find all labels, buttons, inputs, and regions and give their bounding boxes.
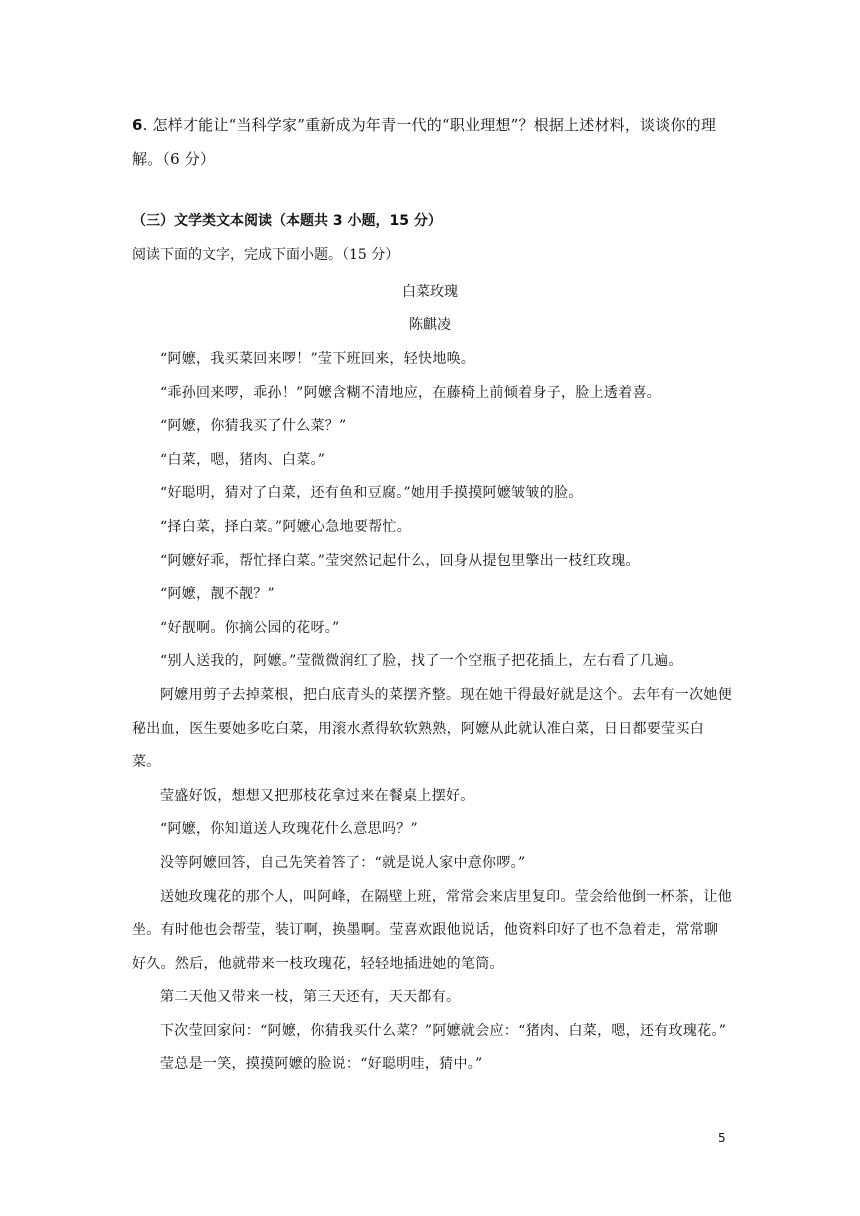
story-paragraph: “别人送我的，阿嬷。”莹微微润红了脸，找了一个空瓶子把花插上，左右看了几遍。 bbox=[160, 653, 683, 670]
story-paragraph: “阿嬷，靓不靓？” bbox=[160, 586, 276, 603]
question-text: . 怎样才能让“当科学家”重新成为年青一代的“职业理想”？根据上述材料，谈谈你的理解。（6 分） bbox=[132, 116, 717, 168]
story-paragraph: “好聪明，猜对了白菜，还有鱼和豆腐。”她用手摸摸阿嬷皱皱的脸。 bbox=[160, 485, 583, 502]
story-paragraph: 莹总是一笑，摸摸阿嬷的脸说：“好聪明哇，猜中。” bbox=[160, 1056, 483, 1073]
story-paragraph: “阿嬷，你猜我买了什么菜？” bbox=[160, 418, 347, 435]
story-author: 陈麒凌 bbox=[409, 317, 451, 333]
story-paragraph: “择白菜，择白菜。”阿嬷心急地要帮忙。 bbox=[160, 518, 412, 535]
story-paragraph: “阿嬷，我买菜回来啰！”莹下班回来，轻快地唤。 bbox=[160, 351, 476, 367]
story-paragraph: “乖孙回来啰，乖孙！”阿嬷含糊不清地应，在藤椅上前倾着身子，脸上透着喜。 bbox=[160, 384, 662, 401]
story-paragraph: “好靓啊。你摘公园的花呀。” bbox=[160, 619, 340, 636]
story-paragraph: 送她玫瑰花的那个人，叫阿峰，在隔壁上班，常常会来店里复印。莹会给他倒一杯茶，让他坐。有时他也会帮莹，装订啊，换墨啊。莹喜欢跟他说话，他资料印好了也不急着走，常常聊好久。然后，他就带来一枝玫瑰花，轻轻地插进她的笔筒。 bbox=[132, 888, 732, 972]
story-paragraph: 下次莹回家问：“阿嬷，你猜我买什么菜？”阿嬷就会应：“猪肉、白菜，嗯，还有玫瑰花。” bbox=[160, 1022, 727, 1039]
story-paragraph: 莹盛好饭，想想又把那枝花拿过来在餐桌上摆好。 bbox=[160, 787, 475, 804]
story-paragraph: “白菜，嗯，猪肉、白菜。” bbox=[160, 451, 326, 468]
question-number: 6 bbox=[132, 116, 143, 134]
story-body bbox=[132, 343, 732, 1082]
section-heading: （三）文学类文本阅读（本题共 3 小题，15 分） bbox=[132, 213, 442, 229]
story-paragraph: 阿嬷用剪子去掉菜根，把白底青头的菜摆齐整。现在她干得最好就是这个。去年有一次她便秘出血，医生要她多吃白菜，用滚水煮得软软熟熟，阿嬷从此就认准白菜，日日都要莹买白菜。 bbox=[132, 686, 732, 771]
story-paragraph: “阿嬷，你知道送人玫瑰花什么意思吗？” bbox=[160, 821, 419, 838]
story-title: 白菜玫瑰 bbox=[402, 284, 458, 300]
question-6 bbox=[132, 108, 732, 176]
story-paragraph: “阿嬷好乖，帮忙择白菜。”莹突然记起什么，回身从提包里擎出一枝红玫瑰。 bbox=[160, 552, 640, 569]
story-paragraph: 没等阿嬷回答，自己先笑着答了：“就是说人家中意你啰。” bbox=[160, 854, 526, 871]
page-number: 5 bbox=[718, 1131, 726, 1145]
story-paragraph: 第二天他又带来一枝，第三天还有，天天都有。 bbox=[160, 989, 461, 1006]
reading-instruction: 阅读下面的文字，完成下面小题。（15 分） bbox=[132, 247, 400, 263]
